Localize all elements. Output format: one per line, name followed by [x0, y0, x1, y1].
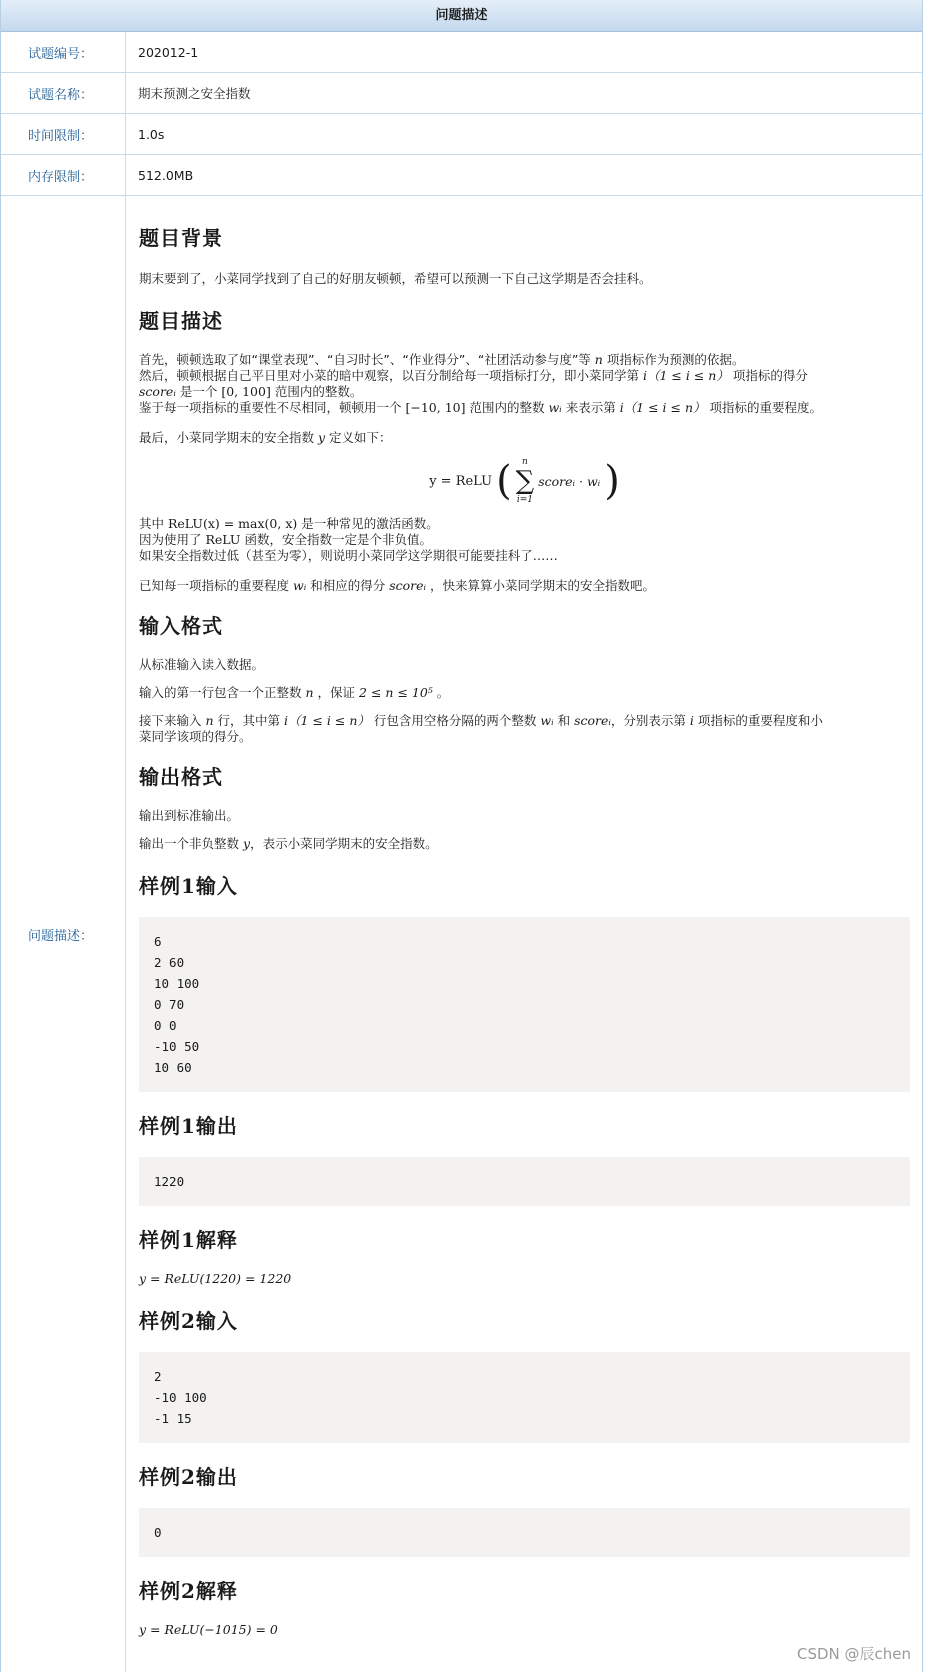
- sample-input-2: 2 -10 100 -1 15: [139, 1352, 910, 1443]
- meta-row-description: [1, 196, 922, 1672]
- math-w: wᵢ: [548, 400, 562, 415]
- paragraph: scoreᵢ 是一个 [0, 100] 范围内的整数。: [139, 384, 363, 399]
- math-i: i: [689, 713, 694, 728]
- paragraph: 然后，顿顿根据自己平日里对小菜的暗中观察，以百分制给每一项指标打分，即小菜同学第 i（1 ≤ i ≤ n） 项指标的得分: [139, 368, 808, 383]
- section-title: 题目描述: [139, 309, 223, 333]
- paragraph: 从标准输入读入数据。: [139, 657, 265, 672]
- paragraph: 已知每一项指标的重要程度 wᵢ 和相应的得分 scoreᵢ ，快来算算小菜同学期末的安全指数吧。: [139, 578, 656, 593]
- section-title: 样例1输入: [139, 874, 238, 898]
- meta-label: 试题编号：: [1, 32, 126, 72]
- math-i-range: i（1 ≤ i ≤ n）: [619, 400, 706, 415]
- sigma-icon: n ∑ i=1: [515, 457, 535, 505]
- paragraph: 鉴于每一项指标的重要性不尽相同，顿顿用一个 [−10, 10] 范围内的整数 wᵢ 来表示第 i（1 ≤ i ≤ n） 项指标的重要程度。: [139, 400, 823, 415]
- paragraph: 首先，顿顿选取了如“课堂表现”、“自习时长”、“作业得分”、“社团活动参与度”等 n 项指标作为预测的依据。: [139, 352, 745, 367]
- math-score: scoreᵢ: [389, 578, 427, 593]
- sample-output-1: 1220: [139, 1157, 910, 1206]
- paragraph: 输入的第一行包含一个正整数 n ，保证 2 ≤ n ≤ 10⁵ 。: [139, 685, 450, 700]
- meta-value: 1.0s: [138, 126, 165, 142]
- paragraph: 其中 ReLU(x) = max(0, x) 是一种常见的激活函数。: [139, 516, 439, 531]
- problem-content: [126, 196, 922, 1672]
- meta-row-name: [1, 73, 922, 114]
- meta-value: 512.0MB: [138, 167, 194, 183]
- section-title: 输出格式: [139, 765, 223, 789]
- meta-value: 202012-1: [138, 44, 199, 60]
- math-range: [−10, 10]: [405, 400, 466, 415]
- sample-explanation-1: y = ReLU(1220) = 1220: [139, 1271, 292, 1286]
- math-score: scoreᵢ: [139, 384, 176, 399]
- math-n: n: [205, 713, 214, 728]
- math-n: n: [594, 352, 603, 367]
- math-n: n: [305, 685, 314, 700]
- paragraph: 菜同学该项的得分。: [139, 729, 252, 744]
- math-score: scoreᵢ: [574, 713, 611, 728]
- paragraph: 最后，小菜同学期末的安全指数 y 定义如下：: [139, 430, 392, 445]
- paragraph: 因为使用了 ReLU 函数，安全指数一定是个非负值。: [139, 532, 432, 547]
- section-title: 输入格式: [139, 614, 223, 638]
- sample-output-2: 0: [139, 1508, 910, 1557]
- math-y: y: [243, 836, 251, 851]
- math-i-range: i（1 ≤ i ≤ n）: [284, 713, 370, 728]
- relu-formula: y = ReLU ( n ∑ i=1 scoreᵢ · wᵢ ): [429, 457, 620, 505]
- paragraph: 期末要到了，小菜同学找到了自己的好朋友顿顿，希望可以预测一下自己这学期是否会挂科。: [139, 271, 652, 286]
- paragraph: 输出到标准输出。: [139, 808, 240, 823]
- meta-label: 试题名称：: [1, 73, 126, 113]
- formula-body: scoreᵢ · wᵢ: [538, 473, 601, 489]
- math-y: y: [318, 430, 326, 445]
- math-relu: ReLU: [205, 532, 241, 547]
- section-title: 样例2输入: [139, 1309, 238, 1333]
- math-n-bound: 2 ≤ n ≤ 10⁵: [359, 685, 433, 700]
- math-range: [0, 100]: [221, 384, 271, 399]
- meta-row-time: [1, 114, 922, 155]
- paragraph: 输出一个非负整数 y，表示小菜同学期末的安全指数。: [139, 836, 438, 851]
- sample-explanation-2: y = ReLU(−1015) = 0: [139, 1622, 278, 1637]
- section-title: 样例1解释: [139, 1228, 238, 1252]
- meta-row-id: [1, 32, 922, 73]
- table-header: 问题描述: [1, 0, 922, 32]
- math-w: wᵢ: [540, 713, 554, 728]
- paragraph: 接下来输入 n 行，其中第 i（1 ≤ i ≤ n） 行包含用空格分隔的两个整数 wᵢ 和 scoreᵢ，分别表示第 i 项指标的重要程度和小: [139, 713, 823, 728]
- math-i-range: i（1 ≤ i ≤ n）: [643, 368, 729, 383]
- section-title: 样例2输出: [139, 1465, 238, 1489]
- meta-label: 问题描述：: [1, 196, 126, 1672]
- formula-lhs: y = ReLU: [429, 473, 493, 489]
- sample-input-1: 6 2 60 10 100 0 70 0 0 -10 50 10 60: [139, 917, 910, 1092]
- section-title: 样例1输出: [139, 1114, 238, 1138]
- section-title: 题目背景: [139, 226, 223, 250]
- paragraph: 如果安全指数过低（甚至为零），则说明小菜同学这学期很可能要挂科了……: [139, 548, 558, 563]
- meta-label: 内存限制：: [1, 155, 126, 195]
- csdn-watermark: CSDN @辰chen: [796, 1645, 911, 1663]
- math-relu-def: ReLU(x) = max(0, x): [168, 516, 298, 531]
- meta-label: 时间限制：: [1, 114, 126, 154]
- section-title: 样例2解释: [139, 1579, 238, 1603]
- meta-row-memory: [1, 155, 922, 196]
- math-w: wᵢ: [293, 578, 307, 593]
- meta-value: 期末预测之安全指数: [138, 86, 251, 101]
